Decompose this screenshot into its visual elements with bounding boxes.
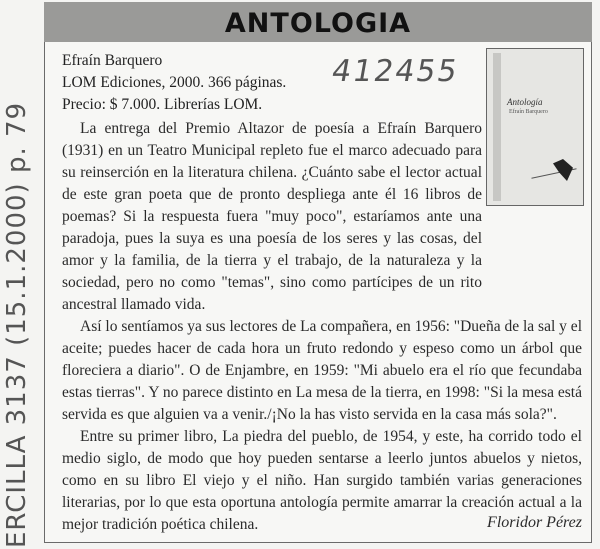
section-title: ANTOLOGIA	[224, 8, 412, 39]
cover-title: Antología	[507, 97, 543, 107]
handwritten-source-note: ERCILLA 3137 (15.1.2000) p. 79	[2, 101, 32, 548]
section-header	[44, 2, 592, 42]
paragraph-2: Así lo sentíamos ya sus lectores de La compañera, en 1956: "Dueña de la sal y el aceite; puedes hacer de cada hora un fruto redondo y espeso como un árbol que floreciera a diario". O de Enjambre, en 1959: "Mi abuelo era el río que fecundaba estas tierras". Y no parece distinto en La mesa de la tierra, en 1998: "Si la mesa está servida es que alguien va a venir./¡No la has visto servida en la casa más sola?".	[62, 318, 582, 423]
book-price: Precio: $ 7.000. Librerías LOM.	[62, 96, 263, 113]
article-body	[62, 118, 582, 536]
handwritten-catalog-number: 412455	[328, 54, 462, 89]
cover-subtitle: Efraín Barquero	[509, 109, 548, 115]
book-publisher: LOM Ediciones, 2000. 366 páginas.	[62, 74, 287, 91]
author-signature: Floridor Pérez	[487, 514, 582, 531]
paragraph-1: La entrega del Premio Altazor de poesía a Efraín Barquero (1931) en un Teatro Municipal repleto fue el marco adecuado para su reinserción en la literatura chilena. ¿Cuánto sabe el lector actual de este gran poeta que de pronto despliega ante él 16 libros de poemas? Si la respuesta fuera "muy poco", estaríamos ante una paradoja, pues la suya es una poesía de los seres y las cosas, del amor y la familia, de la tierra y el trabajo, de la naturaleza y la sociedad, pero no como "temas", sino como partícipes de un rito ancestral llamado vida.	[62, 120, 482, 313]
book-author: Efraín Barquero	[62, 52, 163, 69]
paragraph-3: Entre su primer libro, La piedra del pueblo, de 1954, y este, ha corrido todo el medio siglo, de modo que hoy pueden sentarse a leerlo juntos abuelos y nietos, como en su libro El viejo y el niño. Han surgido también varias generaciones literarias, por lo que esta oportuna antología permite amarrar la creación actual a la mejor tradición poética chilena.	[62, 428, 582, 533]
